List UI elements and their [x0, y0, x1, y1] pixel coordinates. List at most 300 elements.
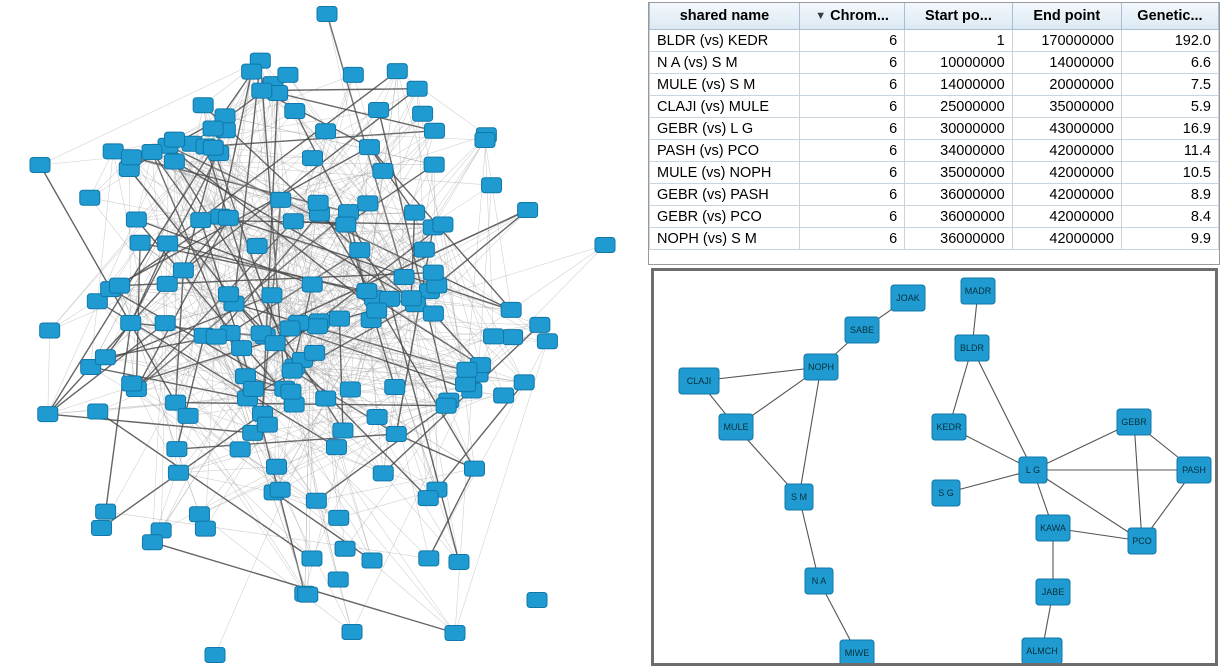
network-node[interactable] — [357, 284, 377, 299]
node-shape[interactable] — [271, 192, 291, 207]
network-node[interactable] — [367, 410, 387, 425]
node-shape[interactable] — [80, 190, 100, 205]
filter-icon[interactable]: ▼ — [815, 10, 827, 23]
node-shape[interactable] — [385, 380, 405, 395]
network-node[interactable] — [413, 106, 433, 121]
node-shape[interactable] — [281, 384, 301, 399]
node-shape[interactable] — [103, 144, 123, 159]
network-node[interactable] — [203, 121, 223, 136]
node-shape[interactable] — [530, 317, 550, 332]
node-shape[interactable] — [189, 507, 209, 522]
subnetwork-node[interactable] — [932, 414, 966, 440]
subnetwork-node[interactable] — [1022, 638, 1062, 663]
node-shape[interactable] — [195, 521, 215, 536]
network-node[interactable] — [168, 465, 188, 480]
network-node[interactable] — [218, 287, 238, 302]
node-shape[interactable] — [205, 648, 225, 663]
cell-start-point: 14000000 — [905, 74, 1012, 96]
node-shape[interactable] — [282, 363, 302, 378]
node-shape[interactable] — [267, 459, 287, 474]
network-node[interactable] — [103, 144, 123, 159]
node-shape[interactable] — [357, 284, 377, 299]
node-label: MIWE — [844, 647, 870, 658]
network-node[interactable] — [457, 362, 477, 377]
network-node[interactable] — [283, 214, 303, 229]
node-label: NOPH — [807, 361, 835, 372]
node-shape[interactable] — [218, 287, 238, 302]
column-header-chromosome[interactable] — [799, 3, 904, 30]
subnetwork-graph[interactable] — [654, 271, 1215, 663]
subnetwork-node[interactable] — [719, 414, 753, 440]
node-shape[interactable] — [358, 196, 378, 211]
node-shape[interactable] — [414, 242, 434, 257]
network-node[interactable] — [173, 263, 193, 278]
network-node[interactable] — [178, 408, 198, 423]
network-node[interactable] — [110, 278, 130, 293]
node-shape[interactable] — [503, 330, 523, 345]
node-shape[interactable] — [173, 263, 193, 278]
network-node[interactable] — [142, 145, 162, 160]
network-node[interactable] — [373, 163, 393, 178]
network-node[interactable] — [475, 133, 495, 148]
node-shape[interactable] — [367, 410, 387, 425]
node-shape[interactable] — [306, 493, 326, 508]
table-row[interactable] — [650, 74, 1219, 96]
network-node[interactable] — [445, 626, 465, 641]
node-shape[interactable] — [265, 336, 285, 351]
node-shape[interactable] — [518, 203, 538, 218]
network-node[interactable] — [281, 384, 301, 399]
subnetwork-edge[interactable] — [1134, 422, 1142, 541]
subnetwork-node[interactable] — [805, 568, 833, 594]
network-edge[interactable] — [313, 158, 468, 370]
node-shape[interactable] — [537, 334, 557, 349]
network-node[interactable] — [423, 306, 443, 321]
node-shape[interactable] — [126, 212, 146, 227]
network-node[interactable] — [350, 243, 370, 258]
network-node[interactable] — [205, 648, 225, 663]
network-node[interactable] — [155, 316, 175, 331]
subnetwork-panel[interactable] — [651, 268, 1218, 666]
node-shape[interactable] — [369, 103, 389, 118]
node-shape[interactable] — [394, 269, 414, 284]
network-node[interactable] — [358, 196, 378, 211]
node-shape[interactable] — [433, 217, 453, 232]
chromosome-header-label: Chrom... — [830, 8, 889, 24]
node-shape[interactable] — [178, 408, 198, 423]
cell-end-point: 42000000 — [1012, 228, 1121, 250]
network-node[interactable] — [206, 329, 226, 344]
node-shape[interactable] — [367, 303, 387, 318]
node-shape[interactable] — [121, 315, 141, 330]
node-shape[interactable] — [340, 382, 360, 397]
node-shape[interactable] — [457, 362, 477, 377]
network-node[interactable] — [88, 404, 108, 419]
edge-table-panel[interactable] — [648, 2, 1220, 265]
edge-table[interactable] — [649, 3, 1219, 250]
network-edge[interactable] — [48, 403, 176, 415]
subnetwork-node[interactable] — [845, 317, 879, 343]
node-shape[interactable] — [302, 277, 322, 292]
table-body[interactable] — [650, 30, 1219, 250]
network-node[interactable] — [305, 345, 325, 360]
network-node[interactable] — [189, 507, 209, 522]
network-node[interactable] — [423, 265, 443, 280]
network-node[interactable] — [270, 482, 290, 497]
network-node[interactable] — [494, 388, 514, 403]
network-node[interactable] — [329, 510, 349, 525]
node-shape[interactable] — [130, 235, 150, 250]
network-edge[interactable] — [511, 245, 605, 310]
table-row[interactable] — [650, 140, 1219, 162]
node-shape[interactable] — [38, 407, 58, 422]
network-node[interactable] — [419, 551, 439, 566]
network-node[interactable] — [280, 321, 300, 336]
network-node[interactable] — [257, 417, 277, 432]
network-node[interactable] — [387, 64, 407, 79]
table-row[interactable] — [650, 184, 1219, 206]
network-node[interactable] — [537, 334, 557, 349]
table-row[interactable] — [650, 228, 1219, 250]
subnetwork-node[interactable] — [840, 640, 874, 663]
node-shape[interactable] — [342, 624, 362, 639]
node-shape[interactable] — [329, 311, 349, 326]
network-node[interactable] — [193, 98, 213, 113]
network-node[interactable] — [282, 363, 302, 378]
node-shape[interactable] — [456, 377, 476, 392]
table-row[interactable] — [650, 96, 1219, 118]
network-node[interactable] — [158, 236, 178, 251]
network-node[interactable] — [252, 83, 272, 98]
node-shape[interactable] — [283, 214, 303, 229]
network-node[interactable] — [414, 242, 434, 257]
column-header-genetic[interactable] — [1121, 3, 1218, 30]
node-shape[interactable] — [165, 132, 185, 147]
network-node[interactable] — [285, 104, 305, 119]
network-node[interactable] — [142, 535, 162, 550]
node-shape[interactable] — [482, 178, 502, 193]
network-node[interactable] — [359, 140, 379, 155]
subnetwork-node[interactable] — [1036, 515, 1070, 541]
node-shape[interactable] — [501, 302, 521, 317]
network-node[interactable] — [326, 440, 346, 455]
network-node[interactable] — [126, 212, 146, 227]
network-node[interactable] — [394, 269, 414, 284]
table-row[interactable] — [650, 118, 1219, 140]
network-node[interactable] — [335, 541, 355, 556]
node-shape[interactable] — [424, 123, 444, 138]
node-shape[interactable] — [436, 398, 456, 413]
subnetwork-node[interactable] — [961, 278, 995, 304]
subnetwork-node[interactable] — [679, 368, 719, 394]
node-shape[interactable] — [494, 388, 514, 403]
node-shape[interactable] — [142, 535, 162, 550]
network-node[interactable] — [328, 572, 348, 587]
node-shape[interactable] — [168, 465, 188, 480]
node-shape[interactable] — [257, 417, 277, 432]
network-node[interactable] — [298, 587, 318, 602]
node-shape[interactable] — [262, 288, 282, 303]
node-shape[interactable] — [92, 521, 112, 536]
network-node[interactable] — [278, 67, 298, 82]
network-node[interactable] — [242, 64, 262, 79]
network-node[interactable] — [262, 288, 282, 303]
table-row[interactable] — [650, 30, 1219, 52]
node-shape[interactable] — [419, 551, 439, 566]
network-node[interactable] — [230, 442, 250, 457]
node-label: JABE — [1041, 586, 1065, 597]
node-shape[interactable] — [203, 140, 223, 155]
node-shape[interactable] — [193, 98, 213, 113]
network-node[interactable] — [373, 466, 393, 481]
network-node[interactable] — [407, 81, 427, 96]
node-shape[interactable] — [407, 81, 427, 96]
node-shape[interactable] — [247, 239, 267, 254]
node-shape[interactable] — [95, 350, 115, 365]
table-row[interactable] — [650, 206, 1219, 228]
node-shape[interactable] — [142, 145, 162, 160]
network-edge[interactable] — [215, 399, 326, 656]
node-shape[interactable] — [122, 376, 142, 391]
subnetwork-node[interactable] — [891, 285, 925, 311]
node-shape[interactable] — [373, 466, 393, 481]
network-node[interactable] — [191, 213, 211, 228]
node-shape[interactable] — [270, 482, 290, 497]
network-node[interactable] — [130, 235, 150, 250]
node-shape[interactable] — [449, 554, 469, 569]
subnetwork-node[interactable] — [955, 335, 989, 361]
network-node[interactable] — [333, 423, 353, 438]
network-node[interactable] — [449, 554, 469, 569]
node-shape[interactable] — [298, 587, 318, 602]
subnetwork-node[interactable] — [1177, 457, 1211, 483]
node-shape[interactable] — [386, 426, 406, 441]
node-shape[interactable] — [329, 510, 349, 525]
network-node[interactable] — [385, 380, 405, 395]
node-shape[interactable] — [343, 67, 363, 82]
node-shape[interactable] — [333, 423, 353, 438]
node-shape[interactable] — [110, 278, 130, 293]
node-shape[interactable] — [167, 442, 187, 457]
node-shape[interactable] — [336, 217, 356, 232]
node-shape[interactable] — [243, 381, 263, 396]
network-node[interactable] — [424, 123, 444, 138]
network-node[interactable] — [316, 391, 336, 406]
node-shape[interactable] — [484, 329, 504, 344]
network-edge[interactable] — [415, 245, 605, 304]
node-shape[interactable] — [326, 440, 346, 455]
network-node[interactable] — [306, 493, 326, 508]
node-shape[interactable] — [373, 163, 393, 178]
network-node[interactable] — [484, 329, 504, 344]
network-node[interactable] — [267, 459, 287, 474]
network-node[interactable] — [121, 315, 141, 330]
network-node[interactable] — [30, 158, 50, 173]
network-node[interactable] — [308, 195, 328, 210]
network-node[interactable] — [401, 291, 421, 306]
network-node[interactable] — [464, 461, 484, 476]
network-node[interactable] — [40, 323, 60, 338]
node-shape[interactable] — [96, 504, 116, 519]
node-shape[interactable] — [232, 341, 252, 356]
network-node[interactable] — [157, 276, 177, 291]
network-node[interactable] — [369, 103, 389, 118]
node-shape[interactable] — [302, 551, 322, 566]
node-shape[interactable] — [121, 150, 141, 165]
network-node[interactable] — [92, 521, 112, 536]
node-shape[interactable] — [362, 553, 382, 568]
node-shape[interactable] — [308, 195, 328, 210]
network-node[interactable] — [501, 302, 521, 317]
column-header-start-point[interactable] — [905, 3, 1012, 30]
network-node[interactable] — [243, 381, 263, 396]
node-shape[interactable] — [206, 329, 226, 344]
node-shape[interactable] — [242, 64, 262, 79]
network-node[interactable] — [95, 350, 115, 365]
subnetwork-edge[interactable] — [799, 367, 821, 497]
node-shape[interactable] — [158, 236, 178, 251]
network-node[interactable] — [203, 140, 223, 155]
node-shape[interactable] — [316, 124, 336, 139]
node-shape[interactable] — [328, 572, 348, 587]
node-label: KEDR — [936, 421, 962, 432]
node-shape[interactable] — [252, 83, 272, 98]
network-node[interactable] — [316, 124, 336, 139]
network-node[interactable] — [302, 551, 322, 566]
node-shape[interactable] — [203, 121, 223, 136]
subnetwork-node[interactable] — [804, 354, 838, 380]
network-node[interactable] — [436, 398, 456, 413]
network-node[interactable] — [265, 336, 285, 351]
node-shape[interactable] — [40, 323, 60, 338]
subnetwork-node[interactable] — [932, 480, 960, 506]
node-shape[interactable] — [285, 104, 305, 119]
network-node[interactable] — [317, 7, 337, 22]
node-shape[interactable] — [164, 154, 184, 169]
network-node[interactable] — [164, 154, 184, 169]
node-shape[interactable] — [514, 375, 534, 390]
network-node[interactable] — [340, 382, 360, 397]
column-header-shared-name[interactable] — [650, 3, 800, 30]
node-shape[interactable] — [475, 133, 495, 148]
network-node[interactable] — [418, 491, 438, 506]
subnetwork-node[interactable] — [1117, 409, 1151, 435]
table-row[interactable] — [650, 52, 1219, 74]
network-node[interactable] — [433, 217, 453, 232]
network-node[interactable] — [527, 593, 547, 608]
network-node[interactable] — [343, 67, 363, 82]
node-shape[interactable] — [423, 265, 443, 280]
node-shape[interactable] — [191, 213, 211, 228]
network-edge[interactable] — [277, 406, 447, 467]
network-node[interactable] — [195, 521, 215, 536]
network-node[interactable] — [424, 157, 444, 172]
subnetwork-edge[interactable] — [972, 348, 1033, 470]
network-node[interactable] — [595, 238, 615, 253]
network-node[interactable] — [336, 217, 356, 232]
network-node[interactable] — [482, 178, 502, 193]
network-node[interactable] — [530, 317, 550, 332]
node-shape[interactable] — [155, 316, 175, 331]
network-node[interactable] — [167, 442, 187, 457]
subnetwork-node[interactable] — [1036, 579, 1070, 605]
node-shape[interactable] — [595, 238, 615, 253]
node-shape[interactable] — [157, 276, 177, 291]
network-node[interactable] — [308, 319, 328, 334]
network-node[interactable] — [247, 239, 267, 254]
network-node[interactable] — [121, 150, 141, 165]
node-shape[interactable] — [350, 243, 370, 258]
network-edge[interactable] — [316, 469, 474, 501]
network-node[interactable] — [38, 407, 58, 422]
node-shape[interactable] — [218, 210, 238, 225]
network-node[interactable] — [122, 376, 142, 391]
node-shape[interactable] — [464, 461, 484, 476]
node-shape[interactable] — [317, 7, 337, 22]
node-shape[interactable] — [387, 64, 407, 79]
network-node[interactable] — [165, 132, 185, 147]
node-shape[interactable] — [418, 491, 438, 506]
network-node[interactable] — [456, 377, 476, 392]
node-shape[interactable] — [359, 140, 379, 155]
node-shape[interactable] — [423, 306, 443, 321]
network-node[interactable] — [362, 553, 382, 568]
node-shape[interactable] — [305, 345, 325, 360]
network-node[interactable] — [503, 330, 523, 345]
network-node[interactable] — [96, 504, 116, 519]
network-node[interactable] — [303, 151, 323, 166]
network-node[interactable] — [367, 303, 387, 318]
network-edge[interactable] — [113, 151, 178, 472]
network-node[interactable] — [302, 277, 322, 292]
cell-genetic: 192.0 — [1121, 30, 1218, 52]
node-shape[interactable] — [527, 593, 547, 608]
network-node[interactable] — [342, 624, 362, 639]
node-shape[interactable] — [413, 106, 433, 121]
network-node[interactable] — [232, 341, 252, 356]
network-node[interactable] — [386, 426, 406, 441]
node-shape[interactable] — [445, 626, 465, 641]
column-header-end-point[interactable] — [1012, 3, 1121, 30]
network-node[interactable] — [514, 375, 534, 390]
network-node[interactable] — [405, 205, 425, 220]
node-shape[interactable] — [278, 67, 298, 82]
node-shape[interactable] — [335, 541, 355, 556]
subnetwork-node[interactable] — [785, 484, 813, 510]
subnetwork-node[interactable] — [1019, 457, 1047, 483]
network-node[interactable] — [80, 190, 100, 205]
node-shape[interactable] — [230, 442, 250, 457]
table-row[interactable] — [650, 162, 1219, 184]
node-shape[interactable] — [30, 158, 50, 173]
node-shape[interactable] — [405, 205, 425, 220]
node-shape[interactable] — [308, 319, 328, 334]
network-edge[interactable] — [478, 245, 605, 375]
network-node[interactable] — [218, 210, 238, 225]
node-shape[interactable] — [303, 151, 323, 166]
node-shape[interactable] — [280, 321, 300, 336]
node-shape[interactable] — [401, 291, 421, 306]
network-node[interactable] — [271, 192, 291, 207]
node-shape[interactable] — [88, 404, 108, 419]
node-shape[interactable] — [316, 391, 336, 406]
subnetwork-node[interactable] — [1128, 528, 1156, 554]
cell-end-point: 42000000 — [1012, 206, 1121, 228]
network-edge[interactable] — [48, 331, 50, 415]
network-node[interactable] — [518, 203, 538, 218]
network-node[interactable] — [329, 311, 349, 326]
node-shape[interactable] — [424, 157, 444, 172]
